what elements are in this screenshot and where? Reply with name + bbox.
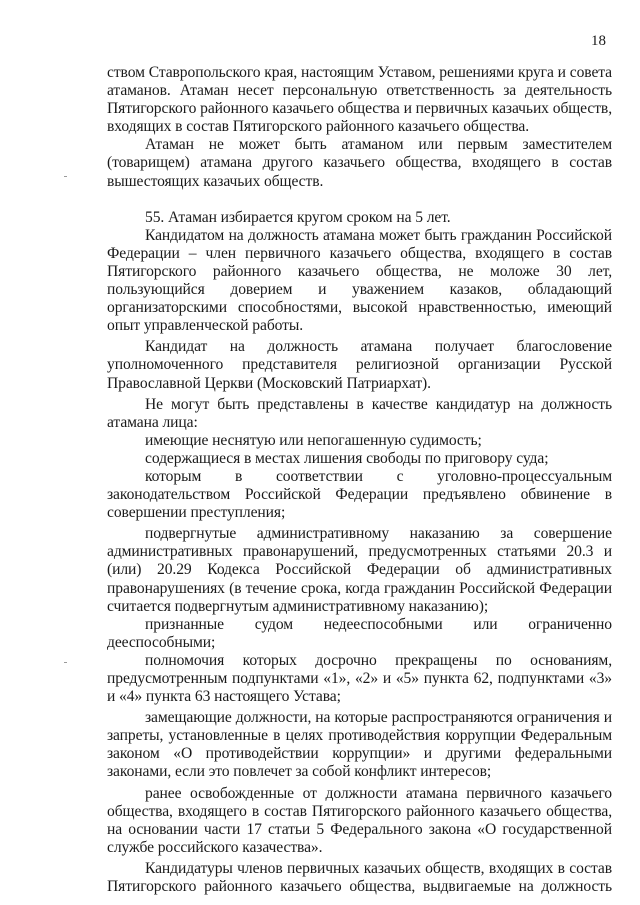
paragraph: Кандидатуры членов первичных казачьих обществ, входящих в состав Пятигорского районного казачьего общества, выдвигаемые на должность (107, 859, 612, 896)
list-item: которым в соответствии с уголовно-процессуальным законодательством Российской Федерации предъявлено обвинение в совершении преступления; (107, 467, 612, 522)
list-item: имеющие неснятую или непогашенную судимость; (145, 431, 482, 449)
paragraph: Не могут быть представлены в качестве кандидатур на должность атамана лица: (107, 395, 612, 431)
page-number: 18 (591, 33, 606, 49)
list-item: содержащиеся в местах лишения свободы по приговору суда; (145, 449, 549, 467)
list-item: признанные судом недееспособными или ограниченно дееспособными; (107, 615, 612, 651)
margin-mark (64, 176, 67, 177)
list-item: замещающие должности, на которые распространяются ограничения и запреты, установленные в целях противодействия коррупции Федеральным законом «О противодействии коррупции» и другими федеральными законами, если это повлечет за собой конфликт интересов; (107, 709, 612, 781)
margin-mark (64, 662, 67, 663)
list-item: подвергнутые административному наказанию за совершение административных правонарушений, предусмотренных статьями 20.3 и (или) 20.29 Кодекса Российской Федерации об административных правонарушениях (в течение срока, когда гражданин Российской Федерации считается подвергнутым административному наказанию); (107, 525, 612, 615)
paragraph: Кандидатом на должность атамана может быть гражданин Российской Федерации – член первичного казачьего общества, входящего в состав Пятигорского районного казачьего общества, не моложе 30 лет, пользующийся доверием и уважением казаков, обладающий организаторскими способностями, высокой нравственностью, имеющий опыт управленческой работы. (107, 226, 612, 335)
list-item: ранее освобожденные от должности атамана первичного казачьего общества, входящего в состав Пятигорского районного казачьего общества, на основании части 17 статьи 5 Федерального закона «О государственной службе российского казачества». (107, 784, 612, 856)
document-body (107, 64, 612, 896)
paragraph: Кандидат на должность атамана получает благословение уполномоченного представителя религиозной организации Русской Православной Церкви (Московский Патриархат). (107, 338, 612, 392)
paragraph: ством Ставропольского края, настоящим Уставом, решениями круга и совета атаманов. Атаман несет персональную ответственность за деятельность Пятигорского районного казачьего общества и первичных казачьих обществ, входящих в состав Пятигорского районного казачьего общества. (107, 64, 612, 136)
paragraph: 55. Атаман избирается кругом сроком на 5 лет. (145, 208, 451, 226)
list-item: полномочия которых досрочно прекращены по основаниям, предусмотренным подпунктами «1», «2» и «5» пункта 62, подпунктами «3» и «4» пункта 63 настоящего Устава; (107, 651, 612, 706)
paragraph: Атаман не может быть атаманом или первым заместителем (товарищем) атамана другого казачьего общества, входящего в состав вышестоящих казачьих обществ. (107, 136, 612, 190)
